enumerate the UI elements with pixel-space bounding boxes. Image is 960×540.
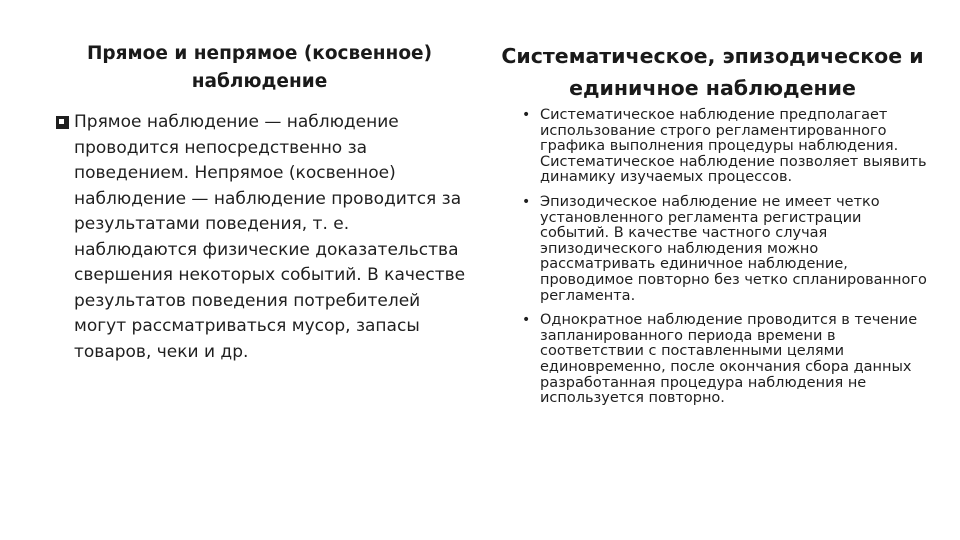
list-item (514, 313, 932, 407)
right-heading (490, 40, 935, 104)
left-paragraph-text: Прямое наблюдение — наблюдение проводится непосредственно за поведением. Непрямое (косвенное) наблюдение — наблюдение проводится за результатами поведения, т. е. наблюдаются физические доказательства свершения некоторых событий. В качестве результатов поведения потребителей могут рассматриваться мусор, запасы товаров, чеки и др. (74, 112, 466, 362)
list-item (514, 195, 932, 304)
left-heading (52, 40, 467, 96)
left-body (52, 110, 467, 365)
right-heading-line1: Систематическое, эпизодическое и (501, 44, 924, 68)
bullet-dot-icon: • (522, 107, 531, 123)
left-paragraph (52, 110, 467, 365)
list-item-text: Однократное наблюдение проводится в течение запланированного периода времени в соответствии с поставленными целями единовременно, после окончания сбора данных разработанная процедура наблюдения не используется повторно. (540, 312, 918, 407)
list-item-text: Систематическое наблюдение предполагает использование строго регламентированного графика выполнения процедуры наблюдения. Систематическое наблюдение позволяет выявить динамику изучаемых процессов. (540, 107, 927, 186)
list-item-text: Эпизодическое наблюдение не имеет четко установленного регламента регистрации событий. В качестве частного случая эпизодического наблюдения можно рассматривать единичное наблюдение, проводимое повторно без четко спланированного регламента. (540, 193, 927, 304)
right-heading-line2: единичное наблюдение (569, 76, 856, 100)
list-item (514, 108, 932, 186)
bullet-dot-icon: • (522, 312, 531, 329)
bullet-dot-icon: • (522, 193, 531, 210)
square-bullet-icon (56, 116, 69, 129)
left-heading-line2: наблюдение (191, 71, 328, 92)
left-heading-line1: Прямое и непрямое (косвенное) (86, 43, 433, 64)
right-bullet-list (514, 108, 932, 416)
